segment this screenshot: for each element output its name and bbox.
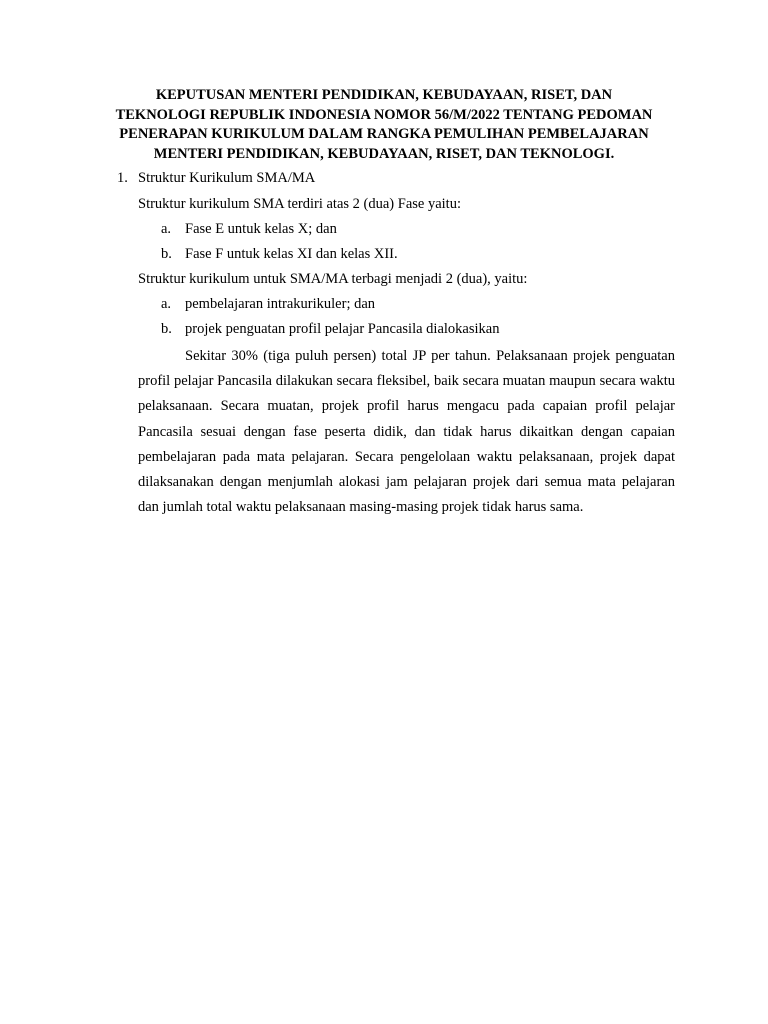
section-number: 1. — [117, 170, 128, 186]
intro-text-2: Struktur kurikulum untuk SMA/MA terbagi menjadi 2 (dua), yaitu: — [138, 271, 528, 287]
title-line-4: MENTERI PENDIDIKAN, KEBUDAYAAN, RISET, DAN TEKNOLOGI. — [153, 145, 615, 162]
title-line-3: PENERAPAN KURIKULUM DALAM RANGKA PEMULIHAN PEMBELAJARAN — [119, 126, 649, 142]
list2-marker-b: b. — [161, 321, 172, 337]
title-line-1: KEPUTUSAN MENTERI PENDIDIKAN, KEBUDAYAAN, RISET, DAN — [155, 87, 613, 103]
list2-marker-a: a. — [161, 296, 172, 312]
list1-marker-a: a. — [161, 221, 172, 237]
intro-text-1: Struktur kurikulum SMA terdiri atas 2 (dua) Fase yaitu: — [138, 196, 461, 212]
list2-item-b: projek penguatan profil pelajar Pancasila dialokasikan — [185, 321, 500, 337]
list2-item-a: pembelajaran intrakurikuler; dan — [185, 296, 376, 312]
title-line-2: TEKNOLOGI REPUBLIK INDONESIA NOMOR 56/M/2022 TENTANG PEDOMAN — [115, 106, 653, 123]
list1-marker-b: b. — [161, 246, 172, 262]
body-paragraph: Sekitar 30% (tiga puluh persen) total JP per tahun. Pelaksanaan projek penguatan profil pelajar Pancasila dilakukan secara fleksibel, baik secara muatan maupun secara waktu pelaksanaan. Secara muatan, projek profil harus mengacu pada capaian profil pelajar Pancasila sesuai dengan fase peserta didik, dan tidak harus dikaitkan dengan capaian pembelajaran pada mata pelajaran. Secara pengelolaan waktu pelaksanaan, projek dapat dilaksanakan dengan menjumlah alokasi jam pelajaran projek dari semua mata pelajaran dan jumlah total waktu pelaksanaan masing-masing projek tidak harus sama. — [138, 348, 675, 516]
list1-item-a: Fase E untuk kelas X; dan — [185, 221, 337, 237]
section-heading: Struktur Kurikulum SMA/MA — [138, 170, 316, 186]
list1-item-b: Fase F untuk kelas XI dan kelas XII. — [185, 246, 398, 262]
document-title — [90, 86, 678, 164]
